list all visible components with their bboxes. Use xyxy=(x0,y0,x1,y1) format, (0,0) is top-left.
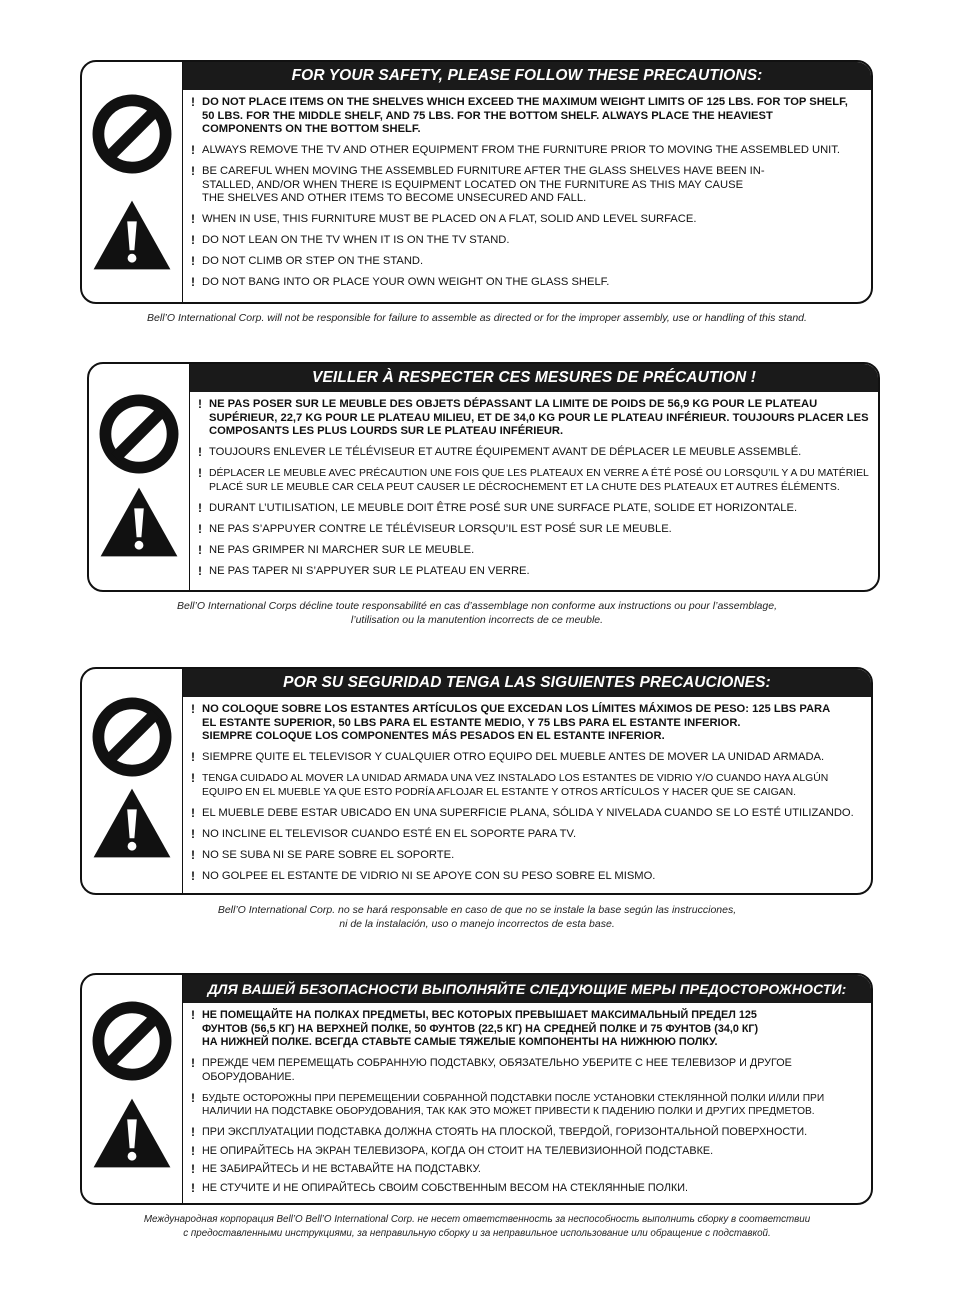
list-item: ! БУДЬТЕ ОСТОРОЖНЫ ПРИ ПЕРЕМЕЩЕНИИ СОБРАННОЙ ПОДСТАВКИ ПОСЛЕ УСТАНОВКИ СТЕКЛЯННОЙ ПОЛКИ И/ИЛИ ПРИ НАЛИЧИИ НА ПОДСТАВКЕ ОБОРУДОВАНИЯ, ТАК КАК ЭТО МОЖЕТ ПРИВЕСТИ К ПАДЕНИЮ ПОЛКИ И ДРУГИХ ПРЕДМЕТОВ. xyxy=(191,1090,825,1117)
icon-column xyxy=(82,669,182,893)
warning-triangle-icon xyxy=(92,199,172,271)
list-item: ! НЕ ЗАБИРАЙТЕСЬ И НЕ ВСТАВАЙТЕ НА ПОДСТАВКУ. xyxy=(191,1162,481,1176)
bullet: ! xyxy=(191,275,195,289)
prohibition-icon xyxy=(90,695,174,779)
precautions-list xyxy=(183,90,871,290)
icon-column xyxy=(89,364,189,590)
precautions-content xyxy=(182,669,871,893)
section-title: POR SU SEGURIDAD TENGA LAS SIGUIENTES PRECAUCIONES: xyxy=(183,669,871,697)
icon-column xyxy=(82,62,182,302)
bullet: ! xyxy=(191,826,195,841)
warning-triangle-icon xyxy=(99,486,179,558)
list-item: ! ПРИ ЭКСПЛУАТАЦИИ ПОДСТАВКА ДОЛЖНА СТОЯТЬ НА ПЛОСКОЙ, ТВЕРДОЙ, ГОРИЗОНТАЛЬНОЙ ПОВЕРХНОСТИ. xyxy=(191,1125,808,1139)
list-item: ! ALWAYS REMOVE THE TV AND OTHER EQUIPMENT FROM THE FURNITURE PRIOR TO MOVING THE ASSEMBLED UNIT. xyxy=(191,143,840,157)
precautions-content xyxy=(189,364,878,590)
bullet: ! xyxy=(191,95,195,109)
disclaimer-spanish: Bell’O International Corp. no se hará responsable en caso de que no se instale la base según las instrucciones, ni de la instalación, uso o manejo incorrectos de esta base. xyxy=(217,904,737,930)
bullet: ! xyxy=(191,868,195,883)
section-title: VEILLER À RESPECTER CES MESURES DE PRÉCAUTION ! xyxy=(190,364,878,392)
precautions-content xyxy=(182,975,871,1203)
bullet: ! xyxy=(191,1143,195,1158)
list-item: ! NE PAS S’APPUYER CONTRE LE TÉLÉVISEUR LORSQU’IL EST POSÉ SUR LE MEUBLE. xyxy=(198,521,672,536)
safety-panel-spanish xyxy=(80,667,873,895)
bullet: ! xyxy=(191,847,195,862)
bullet: ! xyxy=(191,164,195,178)
bullet: ! xyxy=(198,466,202,480)
list-item: ! ПРЕЖДЕ ЧЕМ ПЕРЕМЕЩАТЬ СОБРАННУЮ ПОДСТАВКУ, ОБЯЗАТЕЛЬНО УБЕРИТЕ С НЕЕ ТЕЛЕВИЗОР И ДРУГОЕ ОБОРУДОВАНИЕ. xyxy=(191,1056,792,1083)
bullet: ! xyxy=(198,500,202,515)
safety-panel-english xyxy=(80,60,873,304)
bullet: ! xyxy=(191,750,195,764)
bullet: ! xyxy=(191,702,195,716)
section-title: FOR YOUR SAFETY, PLEASE FOLLOW THESE PRECAUTIONS: xyxy=(183,62,871,90)
disclaimer-russian: Международная корпорация Bell’O Bell’O International Corp. не несет ответственность за неспособность выполнить сборку в соответствии с предоставленными инструкциями, за неправильную сборку и за неправильное использование или обращение с подставкой. xyxy=(143,1214,811,1239)
list-item: ! НЕ СТУЧИТЕ И НЕ ОПИРАЙТЕСЬ СВОИМ СОБСТВЕННЫМ ВЕСОМ НА СТЕКЛЯННЫЕ ПОЛКИ. xyxy=(191,1180,689,1195)
precautions-list xyxy=(190,392,878,578)
icon-column xyxy=(82,975,182,1203)
list-item: ! TOUJOURS ENLEVER LE TÉLÉVISEUR ET AUTRE ÉQUIPEMENT AVANT DE DÉPLACER LE MEUBLE ASSEMBLÉ. xyxy=(198,445,802,459)
list-item: ! DÉPLACER LE MEUBLE AVEC PRÉCAUTION UNE FOIS QUE LES PLATEAUX EN VERRE A ÉTÉ POSÉ OU LORSQU’IL Y A DU MATÉRIEL PLACÉ SUR LE MEUBLE CAR CELA PEUT CAUSER LE DÉCROCHEMENT ET LA CHUTE DES PLATEAUX ET AUTRES ÉLÉMENTS. xyxy=(198,466,869,493)
list-item: ! НЕ ОПИРАЙТЕСЬ НА ЭКРАН ТЕЛЕВИЗОРА, КОГДА ОН СТОИТ НА ТЕЛЕВИЗИОННОЙ ПОДСТАВКЕ. xyxy=(191,1143,714,1158)
prohibition-icon xyxy=(90,999,174,1083)
warning-triangle-icon xyxy=(92,1097,172,1169)
list-item: ! NO INCLINE EL TELEVISOR CUANDO ESTÉ EN EL SOPORTE PARA TV. xyxy=(191,826,577,841)
precautions-list xyxy=(183,1003,871,1195)
bullet: ! xyxy=(191,212,195,226)
prohibition-icon xyxy=(90,92,174,176)
precautions-list xyxy=(183,697,871,883)
list-item: ! WHEN IN USE, THIS FURNITURE MUST BE PLACED ON A FLAT, SOLID AND LEVEL SURFACE. xyxy=(191,212,697,226)
list-item: ! DURANT L’UTILISATION, LE MEUBLE DOIT ÊTRE POSÉ SUR UNE SURFACE PLATE, SOLIDE ET HORIZONTALE. xyxy=(198,500,798,515)
list-item: ! BE CAREFUL WHEN MOVING THE ASSEMBLED FURNITURE AFTER THE GLASS SHELVES HAVE BEEN IN- STALLED, AND/OR WHEN THERE IS EQUIPMENT LOCATED ON THE FURNITURE AS THIS MAY CAUSE THE SHELVES AND OTHER ITEMS TO BECOME UNSECURED AND FALL. xyxy=(191,164,765,204)
bullet: ! xyxy=(191,1090,195,1105)
warning-triangle-icon xyxy=(92,787,172,859)
bullet: ! xyxy=(191,1162,195,1176)
list-item: ! TENGA CUIDADO AL MOVER LA UNIDAD ARMADA UNA VEZ INSTALADO LOS ESTANTES DE VIDRIO Y/O CUANDO HAYA ALGÚN EQUIPO EN EL MUEBLE YA QUE ESTO PODRÍA AFLOJAR EL ESTANTE Y OTROS ARTÍCULOS Y HACER QUE SE CAIGAN. xyxy=(191,771,829,798)
bullet: ! xyxy=(198,521,202,536)
list-item: ! DO NOT CLIMB OR STEP ON THE STAND. xyxy=(191,254,424,268)
safety-panel-russian xyxy=(80,973,873,1205)
list-item: ! NE PAS POSER SUR LE MEUBLE DES OBJETS DÉPASSANT LA LIMITE DE POIDS DE 56,9 KG POUR LE PLATEAU SUPÉRIEUR, 22,7 KG POUR LE PLATEAU MILIEU, ET DE 34,0 KG POUR LE PLATEAU INFÉRIEUR. TOUJOURS PLACER LES COMPOSANTS LES PLUS LOURDS SUR LE PLATEAU INFÉRIEUR. xyxy=(198,397,869,437)
list-item: ! NO SE SUBA NI SE PARE SOBRE EL SOPORTE. xyxy=(191,847,455,862)
disclaimer-english: Bell’O International Corp. will not be responsible for failure to assemble as directed or for the improper assembly, use or handling of this stand. xyxy=(147,312,807,324)
bullet: ! xyxy=(191,254,195,268)
list-item: ! DO NOT BANG INTO OR PLACE YOUR OWN WEIGHT ON THE GLASS SHELF. xyxy=(191,275,610,289)
list-item: ! DO NOT LEAN ON THE TV WHEN IT IS ON THE TV STAND. xyxy=(191,233,510,247)
list-item: ! NE PAS GRIMPER NI MARCHER SUR LE MEUBLE. xyxy=(198,542,475,557)
bullet: ! xyxy=(198,563,202,578)
bullet: ! xyxy=(198,397,202,411)
list-item: ! НЕ ПОМЕЩАЙТЕ НА ПОЛКАХ ПРЕДМЕТЫ, ВЕС КОТОРЫХ ПРЕВЫШАЕТ МАКСИМАЛЬНЫЙ ПРЕДЕЛ 125 ФУНТОВ (56,5 КГ) НА ВЕРХНЕЙ ПОЛКЕ, 50 ФУНТОВ (22,5 КГ) НА СРЕДНЕЙ ПОЛКЕ И 75 ФУНТОВ (34,0 КГ) НА НИЖНЕЙ ПОЛКЕ. ВСЕГДА СТАВЬТЕ САМЫЕ ТЯЖЕЛЫЕ КОМПОНЕНТЫ НА НИЖНЮЮ ПОЛКУ. xyxy=(191,1008,759,1048)
bullet: ! xyxy=(191,1008,195,1022)
bullet: ! xyxy=(191,805,195,820)
bullet: ! xyxy=(191,233,195,247)
list-item: ! DO NOT PLACE ITEMS ON THE SHELVES WHICH EXCEED THE MAXIMUM WEIGHT LIMITS OF 125 LBS. FOR TOP SHELF, 50 LBS. FOR THE MIDDLE SHELF, AND 75 LBS. FOR THE BOTTOM SHELF. ALWAYS PLACE THE HEAVIEST COMPONENTS ON THE BOTTOM SHELF. xyxy=(191,95,848,135)
list-item: ! NO GOLPEE EL ESTANTE DE VIDRIO NI SE APOYE CON SU PESO SOBRE EL MISMO. xyxy=(191,868,656,883)
bullet: ! xyxy=(191,1180,195,1195)
bullet: ! xyxy=(198,542,202,557)
list-item: ! EL MUEBLE DEBE ESTAR UBICADO EN UNA SUPERFICIE PLANA, SÓLIDA Y NIVELADA CUANDO SE LO ESTÉ UTILIZANDO. xyxy=(191,805,854,820)
disclaimer-french: Bell’O International Corps décline toute responsabilité en cas d’assemblage non conforme aux instructions ou pour l’assemblage, l’utilisation ou la manutention incorrects de ce meuble. xyxy=(176,600,777,626)
precautions-content xyxy=(182,62,871,302)
safety-panel-french xyxy=(87,362,880,592)
list-item: ! NE PAS TAPER NI S’APPUYER SUR LE PLATEAU EN VERRE. xyxy=(198,563,530,578)
bullet: ! xyxy=(191,771,195,785)
list-item: ! SIEMPRE QUITE EL TELEVISOR Y CUALQUIER OTRO EQUIPO DEL MUEBLE ANTES DE MOVER LA UNIDAD ARMADA. xyxy=(191,750,825,764)
prohibition-icon xyxy=(97,392,181,476)
bullet: ! xyxy=(191,1056,195,1070)
bullet: ! xyxy=(198,445,202,459)
bullet: ! xyxy=(191,143,195,157)
bullet: ! xyxy=(191,1125,195,1139)
section-title: ДЛЯ ВАШЕЙ БЕЗОПАСНОСТИ ВЫПОЛНЯЙТЕ СЛЕДУЮЩИЕ МЕРЫ ПРЕДОСТОРОЖНОСТИ: xyxy=(183,975,871,1003)
list-item: ! NO COLOQUE SOBRE LOS ESTANTES ARTÍCULOS QUE EXCEDAN LOS LÍMITES MÁXIMOS DE PESO: 125 LBS PARA EL ESTANTE SUPERIOR, 50 LBS PARA EL ESTANTE MEDIO, Y 75 LBS PARA EL ESTANTE INFERIOR. SIEMPRE COLOQUE LOS COMPONENTES MÁS PESADOS EN EL ESTANTE INFERIOR. xyxy=(191,702,831,742)
